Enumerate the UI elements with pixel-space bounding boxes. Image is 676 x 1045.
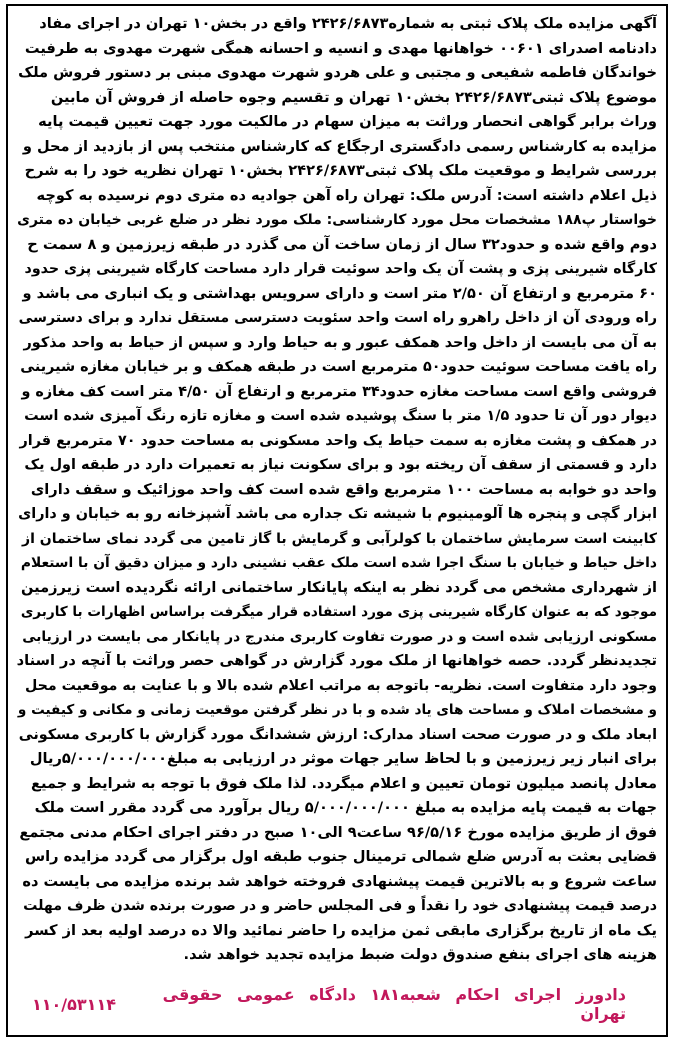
- notice-line: مسکونی ارزیابی شده است و در صورت تفاوت کاربری مندرج در پایانکار می بایست در ارزیابی: [22, 628, 657, 645]
- notice-line: راه ورودی آن از داخل راهرو راه است واحد سئویت دسترسی مستقل ندارد و برای دسترسی: [18, 310, 657, 326]
- notice-line: راه یافت مساحت سوئیت حدود۵۰ مترمربع است در طبقه همکف و بر خیابان مغازه شیرینی: [20, 359, 657, 375]
- notice-line: بررسی شرایط و موقعیت ملک پلاک ثبتی۲۴۲۶/۶۸۷۳ بخش۱۰ تهران نظریه خود را به شرح: [24, 162, 657, 179]
- notice-line: هزینه های اجرای بنفع صندوق دولت ضبط مزایده تجدید خواهد شد.: [183, 946, 657, 963]
- notice-line: ۶۰ مترمربع و ارتفاع آن ۲/۵۰ متر است و دارای سرویس بهداشتی و یک انباری می باشد و: [22, 284, 657, 302]
- notice-body: [17, 12, 657, 968]
- notice-line: داخل حیاط و خیابان با سنگ اجرا شده است ملک عقب نشینی دارد و میزان دقیق آن با استعلام: [20, 555, 657, 571]
- notice-line: ابزار گچی و پنجره ها آلومینیوم با شیشه تک جداره می باشد آشپزخانه رو به خیابان و دارای: [18, 506, 657, 522]
- notice-line: در همکف و پشت مغازه به سمت حیاط یک واحد مسکونی به مساحت حدود ۷۰ مترمربع قرار: [19, 432, 657, 449]
- auction-notice: [6, 4, 668, 1037]
- notice-line: خواندگان فاطمه شفیعی و مجتبی و علی هردو شهرت مهدوی مبنی بر دستور فروش ملک: [18, 64, 657, 81]
- notice-line: وجود دارد متفاوت است. نظریه- باتوجه به مراتب اعلام شده بالا و با عنایت به موقعیت محل: [25, 677, 657, 694]
- notice-line: به آن می بایست از داخل واحد همکف عبور و به حیاط وارد و سپس از حیاط به واحد مذکور: [23, 334, 657, 351]
- notice-line: درصد قیمت پیشنهادی خود را نقداً و فی المجلس حاضر و در صورت برنده شدن ظرف مهلت: [23, 898, 657, 914]
- notice-line: دیوار دور آن تا حدود ۱/۵ متر با سنگ پوشیده شده است و مغازه تازه رنگ آمیزی شده است: [24, 408, 657, 424]
- notice-line: موضوع پلاک ثبتی۲۴۲۶/۶۸۷۳ بخش۱۰ تهران و تقسیم وجوه حاصله از فروش آن مابین: [50, 88, 657, 106]
- notice-line: یک ماه از تاریخ برگزاری مابقی ثمن مزایده را حاضر نمائید والا ده درصد اولیه بعد از کسر: [25, 921, 657, 939]
- notice-line: از شهرداری مشخص می گردد نظر به اینکه پایانکار ساختمانی ارائه نگردیده است زیرزمین: [21, 578, 657, 596]
- notice-line: واحد دو خوابه به مساحت ۱۰۰ مترمربع واقع شده است کف واحد موزائیک و سقف دارای: [30, 480, 657, 498]
- notice-line: ابعاد ملک و در صورت صحت اسناد مدارک: ارزش ششدانگ مورد گزارش با کاربری مسکونی: [18, 726, 657, 743]
- notice-line: تجدیدنظر گردد. حصه خواهانها از ملک مورد گزارش در گواهی حصر وراثت با آنچه در اسناد: [17, 652, 657, 669]
- notice-line: معادل پانصد میلیون تومان تعیین و اعلام میگردد. لذا ملک فوق با توجه به شرایط و جمیع: [31, 774, 657, 792]
- notice-line: ساعت شروع و به بالاترین قیمت پیشنهادی فروخته خواهد شد برنده مزایده می بایست ده: [22, 872, 657, 890]
- notice-line: دوم واقع شده و حدود۳۲ سال از زمان ساخت آن می گذرد در طبقه زیرزمین و ۸ سمت ح: [27, 235, 657, 253]
- notice-line: ذیل اعلام داشته است: آدرس ملک: تهران راه آهن جوادیه ده متری دوم نرسیده به کوچه: [36, 186, 657, 204]
- notice-line: آگهی مزایده ملک پلاک ثبتی به شماره۲۴۲۶/۶۸۷۳ واقع در بخش۱۰ تهران در اجرای مفاد: [39, 15, 657, 32]
- notice-line: کارگاه شیرینی پزی و پشت آن یک واحد سوئیت قرار دارد مساحت کارگاه شیرینی پزی حدود: [24, 261, 657, 277]
- notice-line: دادنامه اصدرای ۰۰۶۰۱ خواهانها مهدی و انسیه و احسانه همگی شهرت مهدوی به طرفیت: [24, 39, 657, 57]
- notice-line: قضایی بعثت به آدرس ضلع شمالی ترمینال جنوب طبقه اول برگزار می گردد مزایده راس: [25, 848, 657, 865]
- notice-line: فروشی واقع است مساحت مغازه حدود۳۴ مترمربع و ارتفاع آن ۴/۵۰ متر است کف مغازه و: [21, 383, 657, 400]
- notice-line: مزایده به کارشناس رسمی دادگستری ارجگاع که کارشناس منتخب پس از بازدید از محل و: [22, 137, 657, 155]
- notice-line: جهات به قیمت پایه مزایده به مبلغ ۵/۰۰۰/۰۰۰/۰۰۰ ریال برآورد می گردد مقرر است ملک: [34, 799, 657, 816]
- notice-line: کابینت است سرمایش ساختمان با کولرآبی و گرمایش با گاز تامین می گردد نمای ساختمان از: [22, 530, 657, 547]
- issuer-signature: دادورز اجرای احکام شعبه۱۸۱ دادگاه عمومی حقوقی تهران: [162, 985, 626, 1023]
- notice-line: موجود که به عنوان کارگاه شیرینی پزی مورد استفاده قرار میگرفت براساس اظهارات با کاربری: [20, 604, 657, 620]
- notice-footer: [8, 985, 666, 1023]
- notice-line: فوق از طریق مزایده مورخ ۹۶/۵/۱۶ ساعت۹ الی۱۰ صبح در دفتر اجرای احکام مدنی مجتمع: [19, 823, 657, 841]
- notice-line: برای انبار زیر زیرزمین و با لحاظ سایر جهات موثر در ارزیابی به مبلغ۵/۰۰۰/۰۰۰/۰۰۰ریال: [29, 750, 657, 767]
- notice-line: و مشخصات املاک و مساحت های یاد شده و با در نظر گرفتن موقعیت زمانی و مکانی و کیفیت و: [17, 702, 657, 718]
- notice-line: دارد و قسمتی از سقف آن ریخته بود و برای سکونت نیاز به تعمیرات دارد در طبقه اول یک: [24, 457, 657, 473]
- notice-line: وراث برابر گواهی انحصار وراثت به میزان سهام در مالکیت مورد جهت تعیین قیمت پایه: [38, 113, 657, 130]
- notice-line: خواستار پ۱۸۸ مشخصات محل مورد کارشناسی: ملک مورد نظر در ضلع غربی خیابان ده متری: [17, 212, 657, 228]
- reference-number: ۱۱۰/۵۳۱۱۴: [32, 994, 116, 1014]
